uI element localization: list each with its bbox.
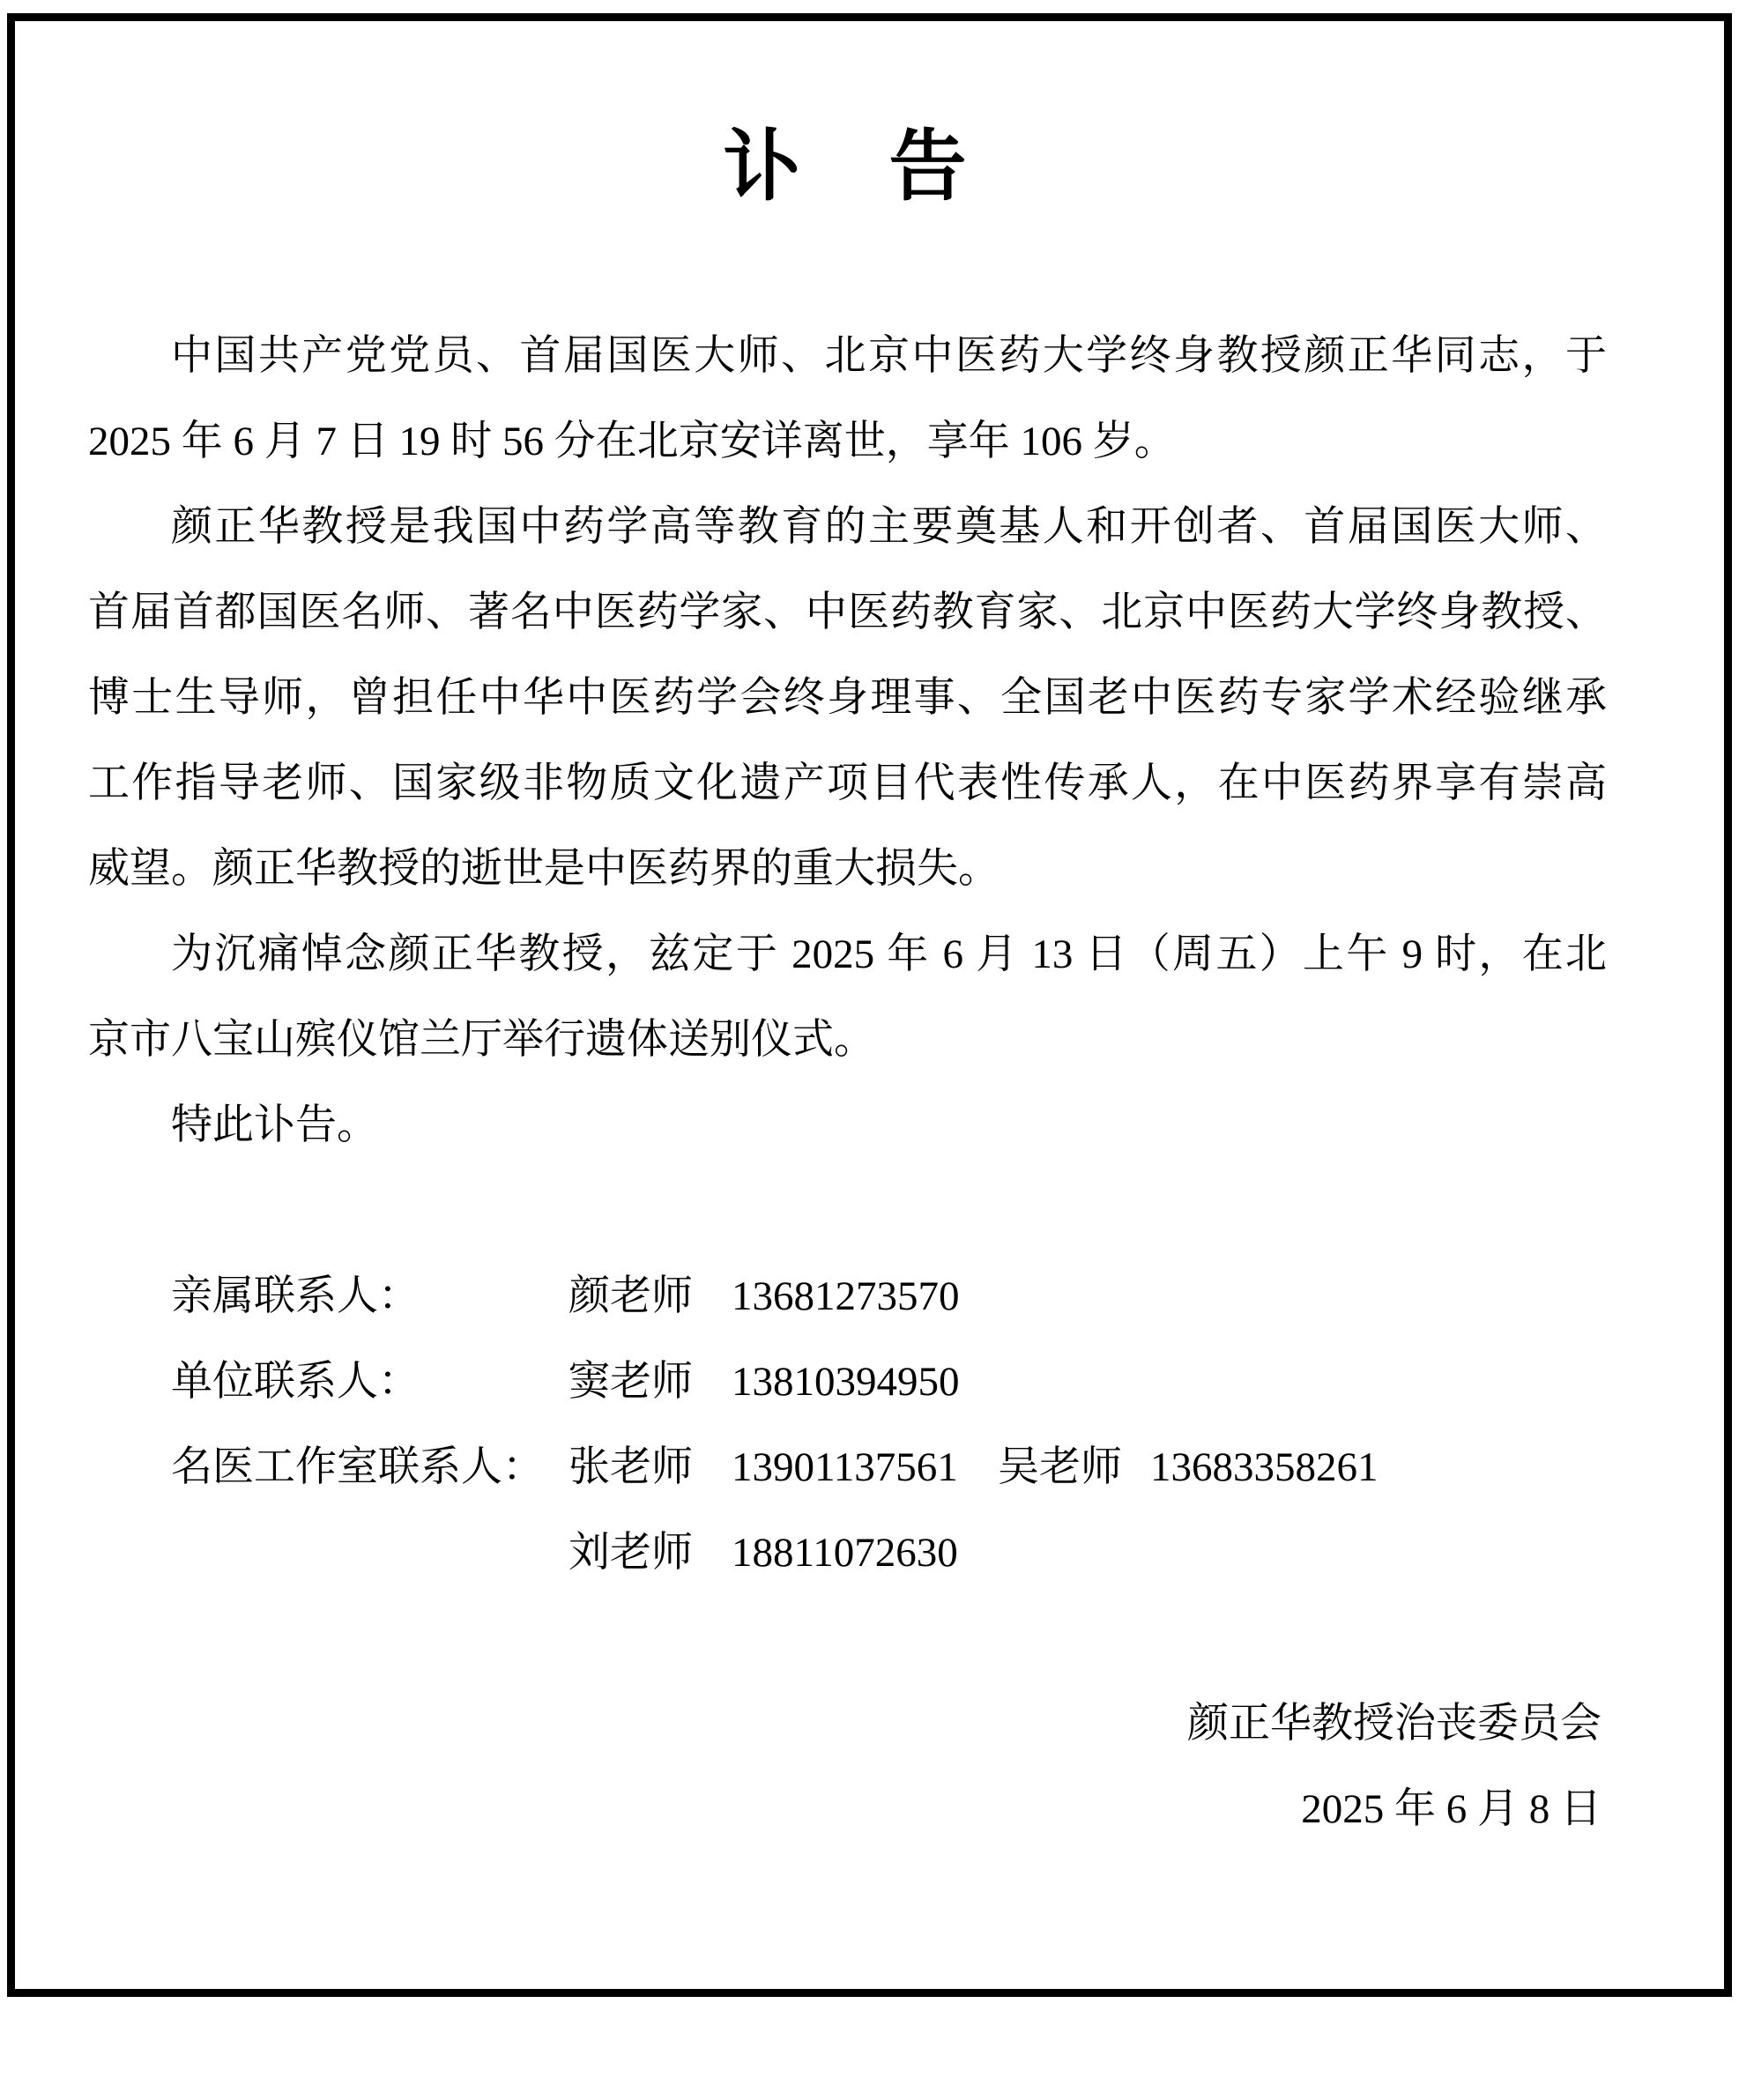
contact-row-studio: [88, 1425, 1607, 1510]
contact-row-studio-2: [88, 1510, 1607, 1596]
paragraph-line: 首届首都国医名师、著名中医药学家、中医药教育家、北京中医药大学终身教授、: [88, 590, 1607, 635]
contact-label: 名医工作室联系人：: [171, 1444, 544, 1490]
contact-phone: 18811072630: [732, 1530, 958, 1576]
paragraph-death-notice: [88, 314, 1607, 485]
contact-name: 张老师: [569, 1444, 693, 1490]
signature-block: [88, 1681, 1607, 1852]
paragraph-line: 颜正华教授是我国中药学高等教育的主要奠基人和开创者、首届国医大师、: [171, 504, 1607, 550]
contact-row-workunit: [88, 1339, 1607, 1425]
paragraph-closing: [88, 1083, 1607, 1169]
paragraph-line: 2025 年 6 月 7 日 19 时 56 分在北京安详离世，享年 106 岁。: [88, 419, 1176, 464]
paragraph-line: 中国共产党党员、首届国医大师、北京中医药大学终身教授颜正华同志，于: [171, 333, 1607, 379]
paragraph-line: 威望。颜正华教授的逝世是中医药界的重大损失。: [88, 846, 1000, 892]
contact-row-family: [88, 1254, 1607, 1339]
contact-name: 颜老师: [569, 1273, 693, 1319]
paragraph-line: 京市八宝山殡仪馆兰厅举行遗体送别仪式。: [88, 1017, 875, 1063]
document-body: [88, 314, 1607, 1852]
signature-date: 2025 年 6 月 8 日: [1301, 1786, 1602, 1832]
paragraph-line: 为沉痛悼念颜正华教授，兹定于 2025 年 6 月 13 日（周五）上午 9 时，在北: [171, 931, 1607, 977]
contact-phone: 13681273570: [732, 1273, 960, 1319]
paragraph-memorial-arrangement: [88, 912, 1607, 1083]
document-content: [88, 0, 1607, 1852]
contact-name: 窦老师: [569, 1359, 693, 1405]
contact-phone: 13810394950: [732, 1359, 960, 1405]
contact-name: 刘老师: [569, 1530, 693, 1576]
signature-committee: 颜正华教授治丧委员会: [1187, 1701, 1602, 1747]
contact-label: 亲属联系人：: [171, 1273, 420, 1319]
contact-label: 单位联系人：: [171, 1359, 420, 1405]
contact-list: [88, 1254, 1607, 1596]
page-title: 讣 告: [723, 122, 972, 210]
paragraph-biography: [88, 485, 1607, 912]
paragraph-line: 博士生导师，曾担任中华中医药学会终身理事、全国老中医药专家学术经验继承: [88, 675, 1607, 721]
contact-name: 吴老师: [998, 1444, 1122, 1490]
paragraph-line: 工作指导老师、国家级非物质文化遗产项目代表性传承人，在中医药界享有崇高: [88, 761, 1607, 806]
contact-phone: 13901137561: [732, 1444, 958, 1490]
paragraph-line: 特此讣告。: [171, 1102, 378, 1148]
contact-phone: 13683358261: [1150, 1444, 1379, 1490]
